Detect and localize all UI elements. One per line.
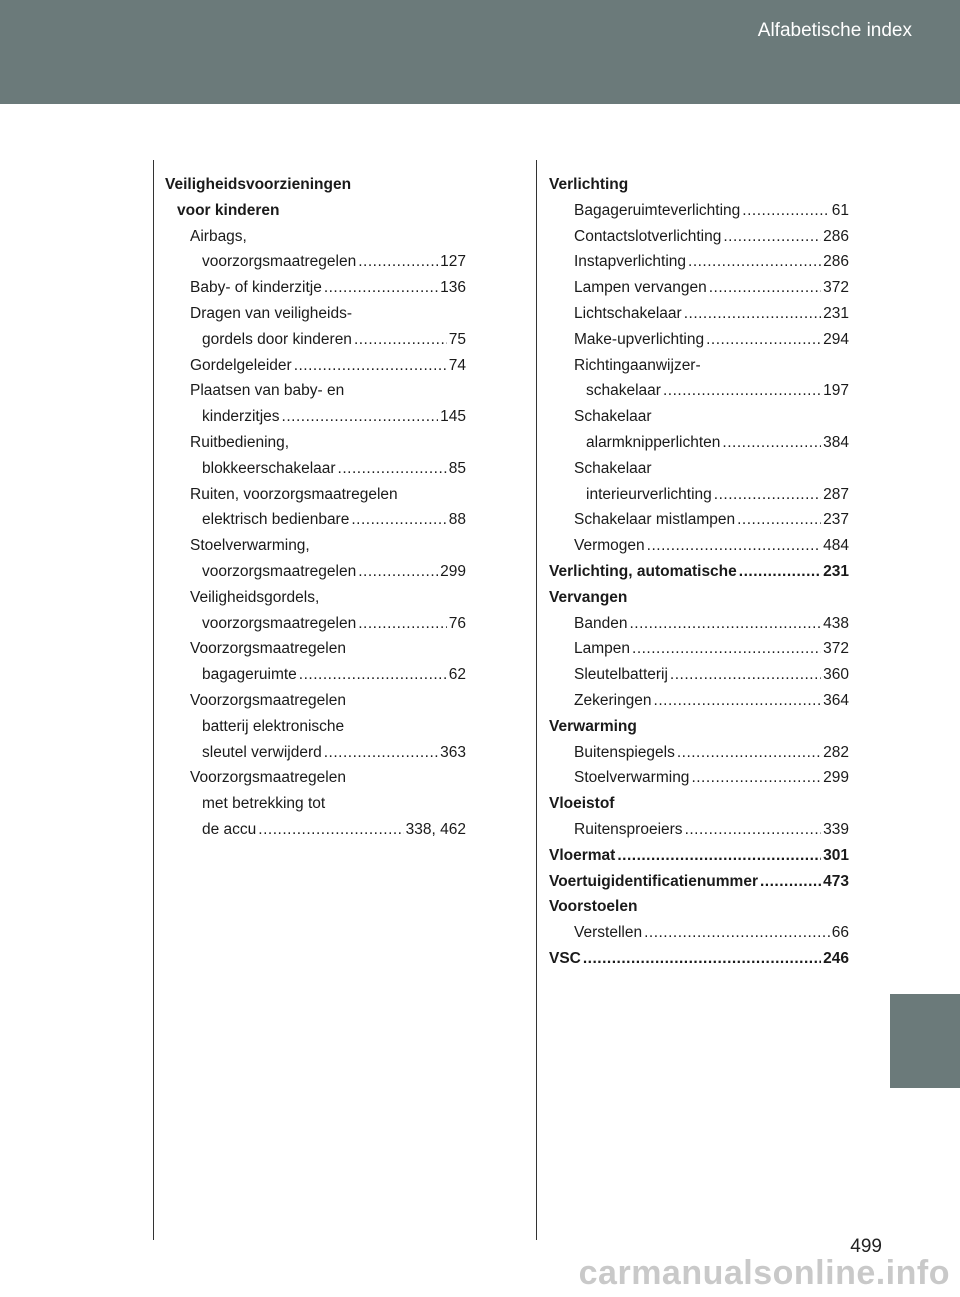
- leader-dots: [282, 404, 439, 430]
- leader-dots: [358, 611, 447, 637]
- page-reference: 339: [823, 820, 849, 838]
- leader-dots: [760, 869, 821, 895]
- page-reference: 286: [823, 227, 849, 245]
- leader-dots: [691, 765, 821, 791]
- index-entry: [549, 275, 849, 301]
- index-entry: Stoelverwarming,: [190, 537, 310, 555]
- index-term: Zekeringen: [574, 691, 652, 709]
- page-reference: 294: [823, 330, 849, 348]
- leader-dots: [358, 559, 438, 585]
- leader-dots: [663, 378, 821, 404]
- leader-dots: [294, 353, 447, 379]
- index-entry: [165, 353, 466, 379]
- page-reference: 231: [823, 562, 849, 580]
- leader-dots: [351, 507, 446, 533]
- page-reference: 246: [823, 949, 849, 967]
- page-reference: 286: [823, 253, 849, 271]
- index-entry: Verlichting: [549, 176, 629, 193]
- index-term: Stoelverwarming: [574, 769, 690, 787]
- page-reference: 287: [823, 485, 849, 503]
- watermark: carmanualsonline.info: [578, 1254, 950, 1292]
- index-entry: Vervangen: [549, 588, 628, 606]
- section-thumb-tab: [890, 994, 960, 1088]
- leader-dots: [324, 740, 438, 766]
- page-reference: 301: [823, 846, 849, 864]
- index-entry: Vloeistof: [549, 795, 615, 813]
- index-entry: Airbags,: [190, 227, 247, 245]
- index-entry: Voorzorgsmaatregelen: [190, 640, 346, 658]
- index-entry: [549, 688, 849, 714]
- page-reference: 473: [823, 872, 849, 890]
- leader-dots: [358, 249, 438, 275]
- index-entry: [549, 559, 849, 585]
- section-title: Alfabetische index: [757, 20, 912, 41]
- index-entry: [165, 611, 466, 637]
- page-reference: 484: [823, 537, 849, 555]
- index-term: voorzorgsmaatregelen: [202, 614, 357, 632]
- page-reference: 363: [440, 743, 466, 761]
- index-term: sleutel verwijderd: [202, 743, 322, 761]
- leader-dots: [647, 533, 821, 559]
- leader-dots: [670, 662, 821, 688]
- leader-dots: [723, 224, 821, 250]
- page-reference: 299: [440, 562, 466, 580]
- index-column-right: [549, 172, 849, 972]
- index-entry: Voorstoelen: [549, 898, 638, 916]
- index-term: Lampen: [574, 640, 631, 658]
- page-reference: 372: [823, 279, 849, 297]
- index-entry: Ruiten, voorzorgsmaatregelen: [190, 485, 398, 503]
- leader-dots: [644, 920, 830, 946]
- index-entry: Ruitbediening,: [190, 433, 290, 451]
- index-term: Bagageruimteverlichting: [574, 201, 741, 219]
- page-reference: 197: [823, 382, 849, 400]
- index-entry: [165, 275, 466, 301]
- page-reference: 127: [440, 253, 466, 271]
- page-reference: 237: [823, 511, 849, 529]
- index-term: Voertuigidentificatienummer: [549, 872, 758, 890]
- index-entry: Voorzorgsmaatregelen: [190, 691, 346, 709]
- page-reference: 282: [823, 743, 849, 761]
- leader-dots: [632, 636, 821, 662]
- index-term: Instapverlichting: [574, 253, 687, 271]
- index-term: kinderzitjes: [202, 408, 280, 426]
- index-term: Make-upverlichting: [574, 330, 705, 348]
- page-reference: 136: [440, 279, 466, 297]
- index-term: Ruitensproeiers: [574, 820, 683, 838]
- page-reference: 88: [448, 511, 466, 529]
- index-entry: [549, 611, 849, 637]
- leader-dots: [688, 249, 821, 275]
- index-entry: [165, 404, 466, 430]
- index-entry: [549, 843, 849, 869]
- index-entry: [549, 301, 849, 327]
- index-term: gordels door kinderen: [202, 330, 352, 348]
- leader-dots: [709, 275, 821, 301]
- index-entry: Verwarming: [549, 717, 637, 735]
- index-entry: [549, 224, 849, 250]
- page-reference: 299: [823, 769, 849, 787]
- index-term: voorzorgsmaatregelen: [202, 253, 357, 271]
- index-term: Vermogen: [574, 537, 645, 555]
- index-entry: [549, 198, 849, 224]
- index-entry: [165, 249, 466, 275]
- page-reference: 372: [823, 640, 849, 658]
- page-reference: 66: [831, 924, 849, 942]
- index-term: Verlichting, automatische: [549, 562, 737, 580]
- index-entry: Schakelaar: [574, 459, 652, 477]
- page-reference: 438: [823, 614, 849, 632]
- page-reference: 61: [831, 201, 849, 219]
- leader-dots: [706, 327, 821, 353]
- page-reference: 145: [440, 408, 466, 426]
- leader-dots: [722, 430, 821, 456]
- leader-dots: [654, 688, 822, 714]
- index-term: Gordelgeleider: [190, 356, 292, 374]
- page-reference: 360: [823, 666, 849, 684]
- page-reference: 74: [448, 356, 466, 374]
- index-term: Sleutelbatterij: [574, 666, 668, 684]
- index-entry: voor kinderen: [177, 201, 280, 219]
- leader-dots: [629, 611, 821, 637]
- index-entry: [549, 378, 849, 404]
- leader-dots: [324, 275, 438, 301]
- index-term: Lampen vervangen: [574, 279, 707, 297]
- page-reference: 364: [823, 691, 849, 709]
- index-entry: [549, 430, 849, 456]
- index-term: Buitenspiegels: [574, 743, 675, 761]
- index-entry: [549, 765, 849, 791]
- leader-dots: [742, 198, 829, 224]
- leader-dots: [258, 817, 403, 843]
- index-term: alarmknipperlichten: [586, 433, 721, 451]
- leader-dots: [583, 946, 821, 972]
- index-entry: [549, 533, 849, 559]
- column-divider-middle: [536, 160, 537, 1240]
- leader-dots: [714, 482, 821, 508]
- leader-dots: [299, 662, 447, 688]
- index-term: Schakelaar mistlampen: [574, 511, 736, 529]
- index-entry: [549, 636, 849, 662]
- index-entry: [549, 662, 849, 688]
- index-entry: Veiligheidsgordels,: [190, 588, 320, 606]
- page-reference: 75: [448, 330, 466, 348]
- leader-dots: [338, 456, 447, 482]
- index-entry: Richtingaanwijzer-: [574, 356, 701, 374]
- leader-dots: [354, 327, 447, 353]
- index-entry: [549, 327, 849, 353]
- index-entry: [549, 249, 849, 275]
- index-entry: [549, 817, 849, 843]
- index-term: VSC: [549, 949, 581, 967]
- index-entry: [165, 507, 466, 533]
- index-entry: [165, 740, 466, 766]
- page-reference: 76: [448, 614, 466, 632]
- page-reference: 384: [823, 433, 849, 451]
- page-number: 499: [850, 1236, 882, 1257]
- index-entry: Plaatsen van baby- en: [190, 382, 345, 400]
- index-entry: Veiligheidsvoorzieningen: [165, 176, 352, 193]
- index-term: interieurverlichting: [586, 485, 712, 503]
- column-divider-left: [153, 160, 154, 1240]
- page-reference: 231: [823, 304, 849, 322]
- index-entry: [549, 482, 849, 508]
- leader-dots: [739, 559, 821, 585]
- page-reference: 338, 462: [405, 820, 466, 838]
- index-term: schakelaar: [586, 382, 661, 400]
- index-entry: [165, 327, 466, 353]
- index-term: Baby- of kinderzitje: [190, 279, 322, 297]
- index-entry: [165, 817, 466, 843]
- index-entry: batterij elektronische: [202, 717, 345, 735]
- index-entry: [549, 869, 849, 895]
- index-term: elektrisch bedienbare: [202, 511, 350, 529]
- index-term: bagageruimte: [202, 666, 297, 684]
- index-entry: Dragen van veiligheids-: [190, 304, 352, 322]
- index-entry: met betrekking tot: [202, 795, 326, 813]
- leader-dots: [737, 507, 821, 533]
- index-entry: [165, 559, 466, 585]
- leader-dots: [685, 817, 822, 843]
- index-term: Vloermat: [549, 846, 616, 864]
- index-entry: [165, 456, 466, 482]
- index-entry: [549, 946, 849, 972]
- index-term: de accu: [202, 820, 257, 838]
- index-term: Contactslotverlichting: [574, 227, 722, 245]
- index-term: Verstellen: [574, 924, 643, 942]
- index-term: voorzorgsmaatregelen: [202, 562, 357, 580]
- page-reference: 62: [448, 666, 466, 684]
- page-reference: 85: [448, 459, 466, 477]
- index-entry: Voorzorgsmaatregelen: [190, 769, 346, 787]
- index-entry: Schakelaar: [574, 408, 652, 426]
- leader-dots: [677, 740, 821, 766]
- index-term: blokkeerschakelaar: [202, 459, 336, 477]
- index-term: Lichtschakelaar: [574, 304, 682, 322]
- index-entry: [549, 740, 849, 766]
- index-entry: [549, 920, 849, 946]
- header-bar: [0, 0, 960, 104]
- index-entry: [165, 662, 466, 688]
- leader-dots: [684, 301, 821, 327]
- index-entry: [549, 507, 849, 533]
- index-term: Banden: [574, 614, 628, 632]
- index-column-left: [165, 172, 466, 843]
- leader-dots: [617, 843, 821, 869]
